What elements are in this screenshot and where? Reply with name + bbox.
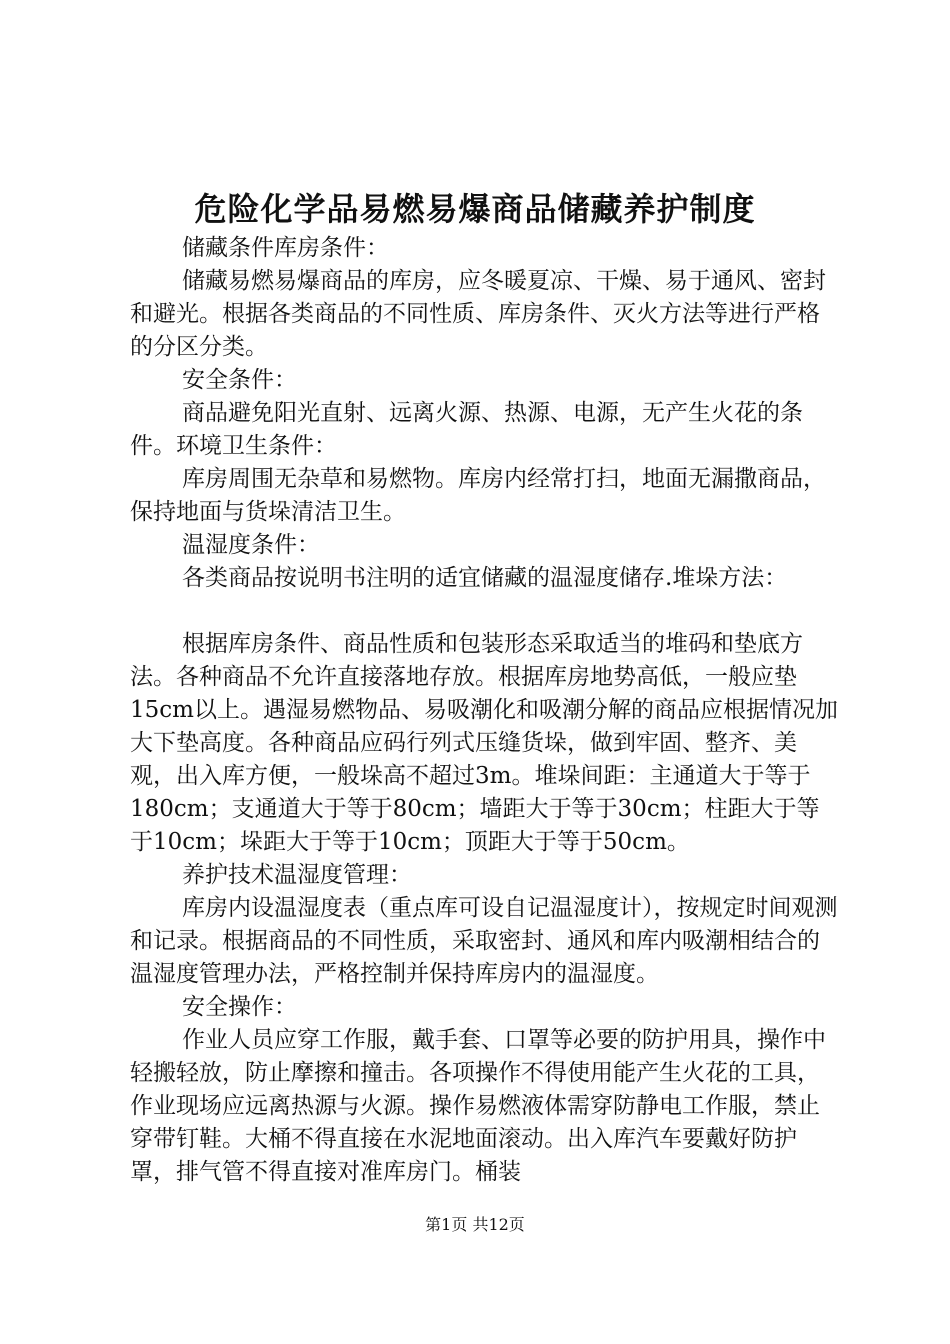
paragraph-safety-conditions: 商品避免阳光直射、远离火源、热源、电源，无产生火花的条件。环境卫生条件： <box>130 400 803 459</box>
section-heading-safe-operation: 安全操作： <box>182 994 297 1020</box>
paragraph-temperature-humidity: 各类商品按说明书注明的适宜储藏的温湿度储存.堆垛方法： <box>182 565 788 591</box>
document-title: 危险化学品易燃易爆商品储藏养护制度 <box>194 190 756 228</box>
section-heading-storage-conditions: 储藏条件库房条件： <box>182 235 389 261</box>
document-body <box>130 232 842 1189</box>
section-heading-temperature-humidity: 温湿度条件： <box>182 532 320 558</box>
section-heading-maintenance: 养护技术温湿度管理： <box>182 862 412 888</box>
paragraph-hygiene: 库房周围无杂草和易燃物。库房内经常打扫，地面无漏撒商品，保持地面与货垛清洁卫生。 <box>130 466 826 525</box>
section-heading-safety-conditions: 安全条件： <box>182 367 297 393</box>
paragraph-stacking-method: 根据库房条件、商品性质和包装形态采取适当的堆码和垫底方法。各种商品不允许直接落地存放。根据库房地势高低，一般应垫15cm以上。遇湿易燃物品、易吸潮化和吸潮分解的商品应根据情况加大下垫高度。各种商品应码行列式压缝货垛，做到牢固、整齐、美观，出入库方便，一般垛高不超过3m。堆垛间距：主通道大于等于180cm；支通道大于等于80cm；墙距大于等于30cm；柱距大于等于10cm；垛距大于等于10cm；顶距大于等于50cm。 <box>130 631 838 855</box>
paragraph-safe-operation: 作业人员应穿工作服，戴手套、口罩等必要的防护用具，操作中轻搬轻放，防止摩擦和撞击。各项操作不得使用能产生火花的工具，作业现场应远离热源与火源。操作易燃液体需穿防静电工作服，禁止穿带钉鞋。大桶不得直接在水泥地面滚动。出入库汽车要戴好防护罩，排气管不得直接对准库房门。桶装 <box>130 1027 826 1185</box>
page-footer: 第1页 共12页 <box>425 1215 525 1234</box>
paragraph-humidity-management: 库房内设温湿度表（重点库可设自记温湿度计），按规定时间观测和记录。根据商品的不同性质，采取密封、通风和库内吸潮相结合的温湿度管理办法，严格控制并保持库房内的温湿度。 <box>130 895 838 987</box>
paragraph-warehouse-requirements: 储藏易燃易爆商品的库房，应冬暖夏凉、干燥、易于通风、密封和避光。根据各类商品的不同性质、库房条件、灭火方法等进行严格的分区分类。 <box>130 268 826 360</box>
